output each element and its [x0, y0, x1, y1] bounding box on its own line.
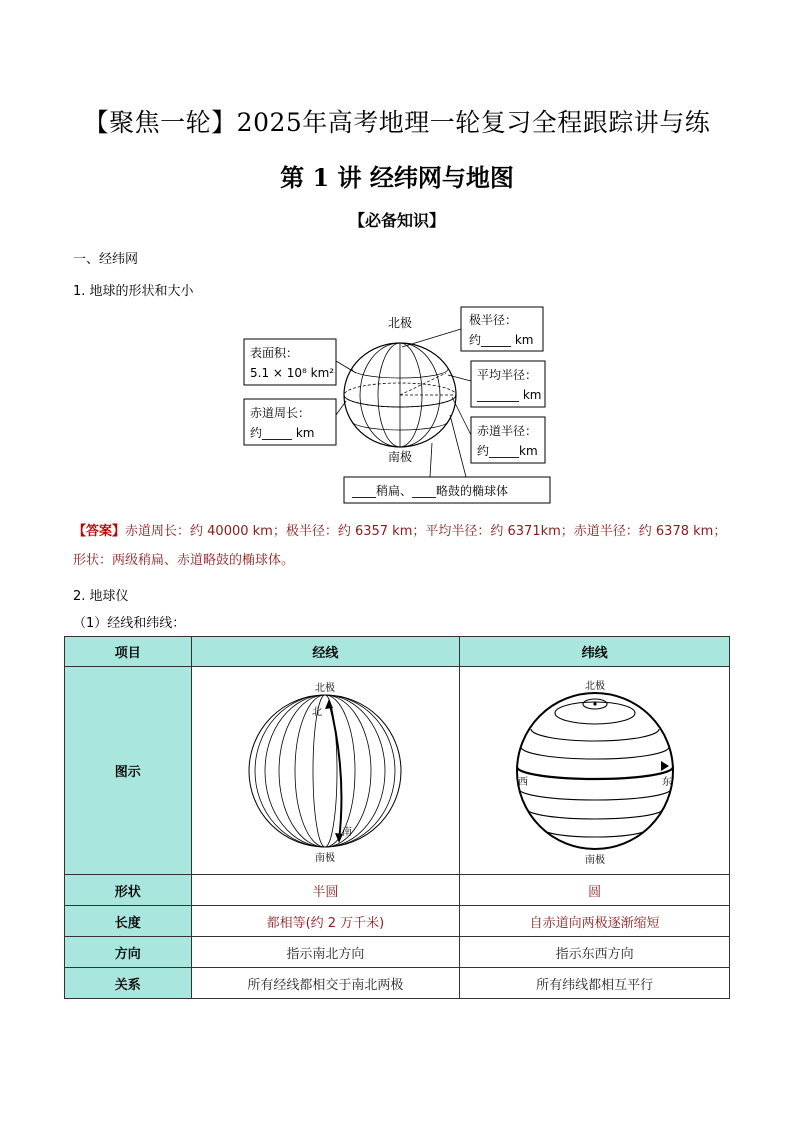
longitude-globe-figure — [225, 671, 425, 871]
table-row — [65, 968, 730, 999]
equatorial-radius-value: 约_____km — [477, 444, 538, 458]
mean-radius-label: 平均半径： — [477, 368, 538, 382]
area-value: 5.1 × 10⁸ km² — [250, 366, 335, 380]
row-label-direction: 方向 — [65, 937, 192, 968]
lat-east-label: 东 — [661, 776, 672, 788]
equatorial-radius-label: 赤道半径： — [477, 424, 538, 438]
answer-block — [73, 517, 763, 575]
north-pole-label: 北极 — [387, 316, 413, 330]
table-row — [65, 906, 730, 937]
lon-length: 都相等(约 2 万千米) — [191, 906, 460, 937]
section-title: 【必备知识】 — [348, 211, 445, 230]
table-row — [65, 937, 730, 968]
lon-direction: 指示南北方向 — [191, 937, 460, 968]
lat-west-label: 西 — [517, 776, 528, 788]
lat-direction: 指示东西方向 — [460, 937, 730, 968]
circumference-label: 赤道周长： — [250, 406, 311, 420]
header-latitude: 纬线 — [460, 637, 730, 667]
latitude-figure-cell — [460, 667, 730, 875]
lon-north-label: 北 — [312, 706, 323, 718]
polar-radius-value: 约_____ km — [469, 333, 534, 347]
heading-lines: （1）经线和纬线： — [73, 616, 186, 631]
table-row — [65, 875, 730, 906]
answer-line-1: 赤道周长：约 40000 km；极半径：约 6357 km；平均半径：约 6371km；赤道半径：约 6378 km； — [125, 524, 727, 539]
lat-south-pole-label: 南极 — [584, 854, 605, 866]
lon-south-label: 南 — [342, 826, 353, 838]
lat-north-pole-label: 北极 — [584, 680, 605, 692]
circumference-value: 约_____ km — [250, 426, 315, 440]
heading-globe: 2. 地球仪 — [73, 589, 129, 604]
comparison-table — [64, 636, 730, 999]
heading-earth-shape: 1. 地球的形状和大小 — [73, 284, 194, 299]
lon-relation: 所有经线都相交于南北两极 — [191, 968, 460, 999]
answer-line-2: 形状：两级稍扁、赤道略鼓的椭球体。 — [73, 553, 295, 568]
row-label-relation: 关系 — [65, 968, 192, 999]
lat-shape: 圆 — [460, 875, 730, 906]
row-label-figure: 图示 — [65, 667, 192, 875]
header-longitude: 经线 — [191, 637, 460, 667]
longitude-figure-cell — [191, 667, 460, 875]
lesson-title: 第 1 讲 经纬网与地图 — [280, 163, 514, 192]
area-label: 表面积： — [250, 346, 299, 360]
header-item: 项目 — [65, 637, 192, 667]
mean-radius-value: _______ km — [477, 388, 542, 402]
document-title: 【聚焦一轮】2025年高考地理一轮复习全程跟踪讲与练 — [83, 108, 711, 137]
answer-tag: 【答案】 — [73, 524, 126, 539]
row-label-shape: 形状 — [65, 875, 192, 906]
heading-graticule: 一、经纬网 — [73, 252, 139, 267]
row-label-length: 长度 — [65, 906, 192, 937]
lon-north-pole-label: 北极 — [315, 682, 336, 694]
lat-relation: 所有纬线都相互平行 — [460, 968, 730, 999]
latitude-globe-figure — [495, 671, 695, 871]
table-header-row — [65, 637, 730, 667]
lat-length: 自赤道向两极逐渐缩短 — [460, 906, 730, 937]
lon-south-pole-label: 南极 — [315, 852, 336, 864]
south-pole-label: 南极 — [387, 450, 413, 464]
polar-radius-label: 极半径： — [469, 313, 518, 327]
lon-shape: 半圆 — [191, 875, 460, 906]
shape-label: ____稍扁、____略鼓的椭球体 — [352, 484, 509, 498]
earth-shape-figure — [240, 303, 560, 509]
table-row-figure — [65, 667, 730, 875]
